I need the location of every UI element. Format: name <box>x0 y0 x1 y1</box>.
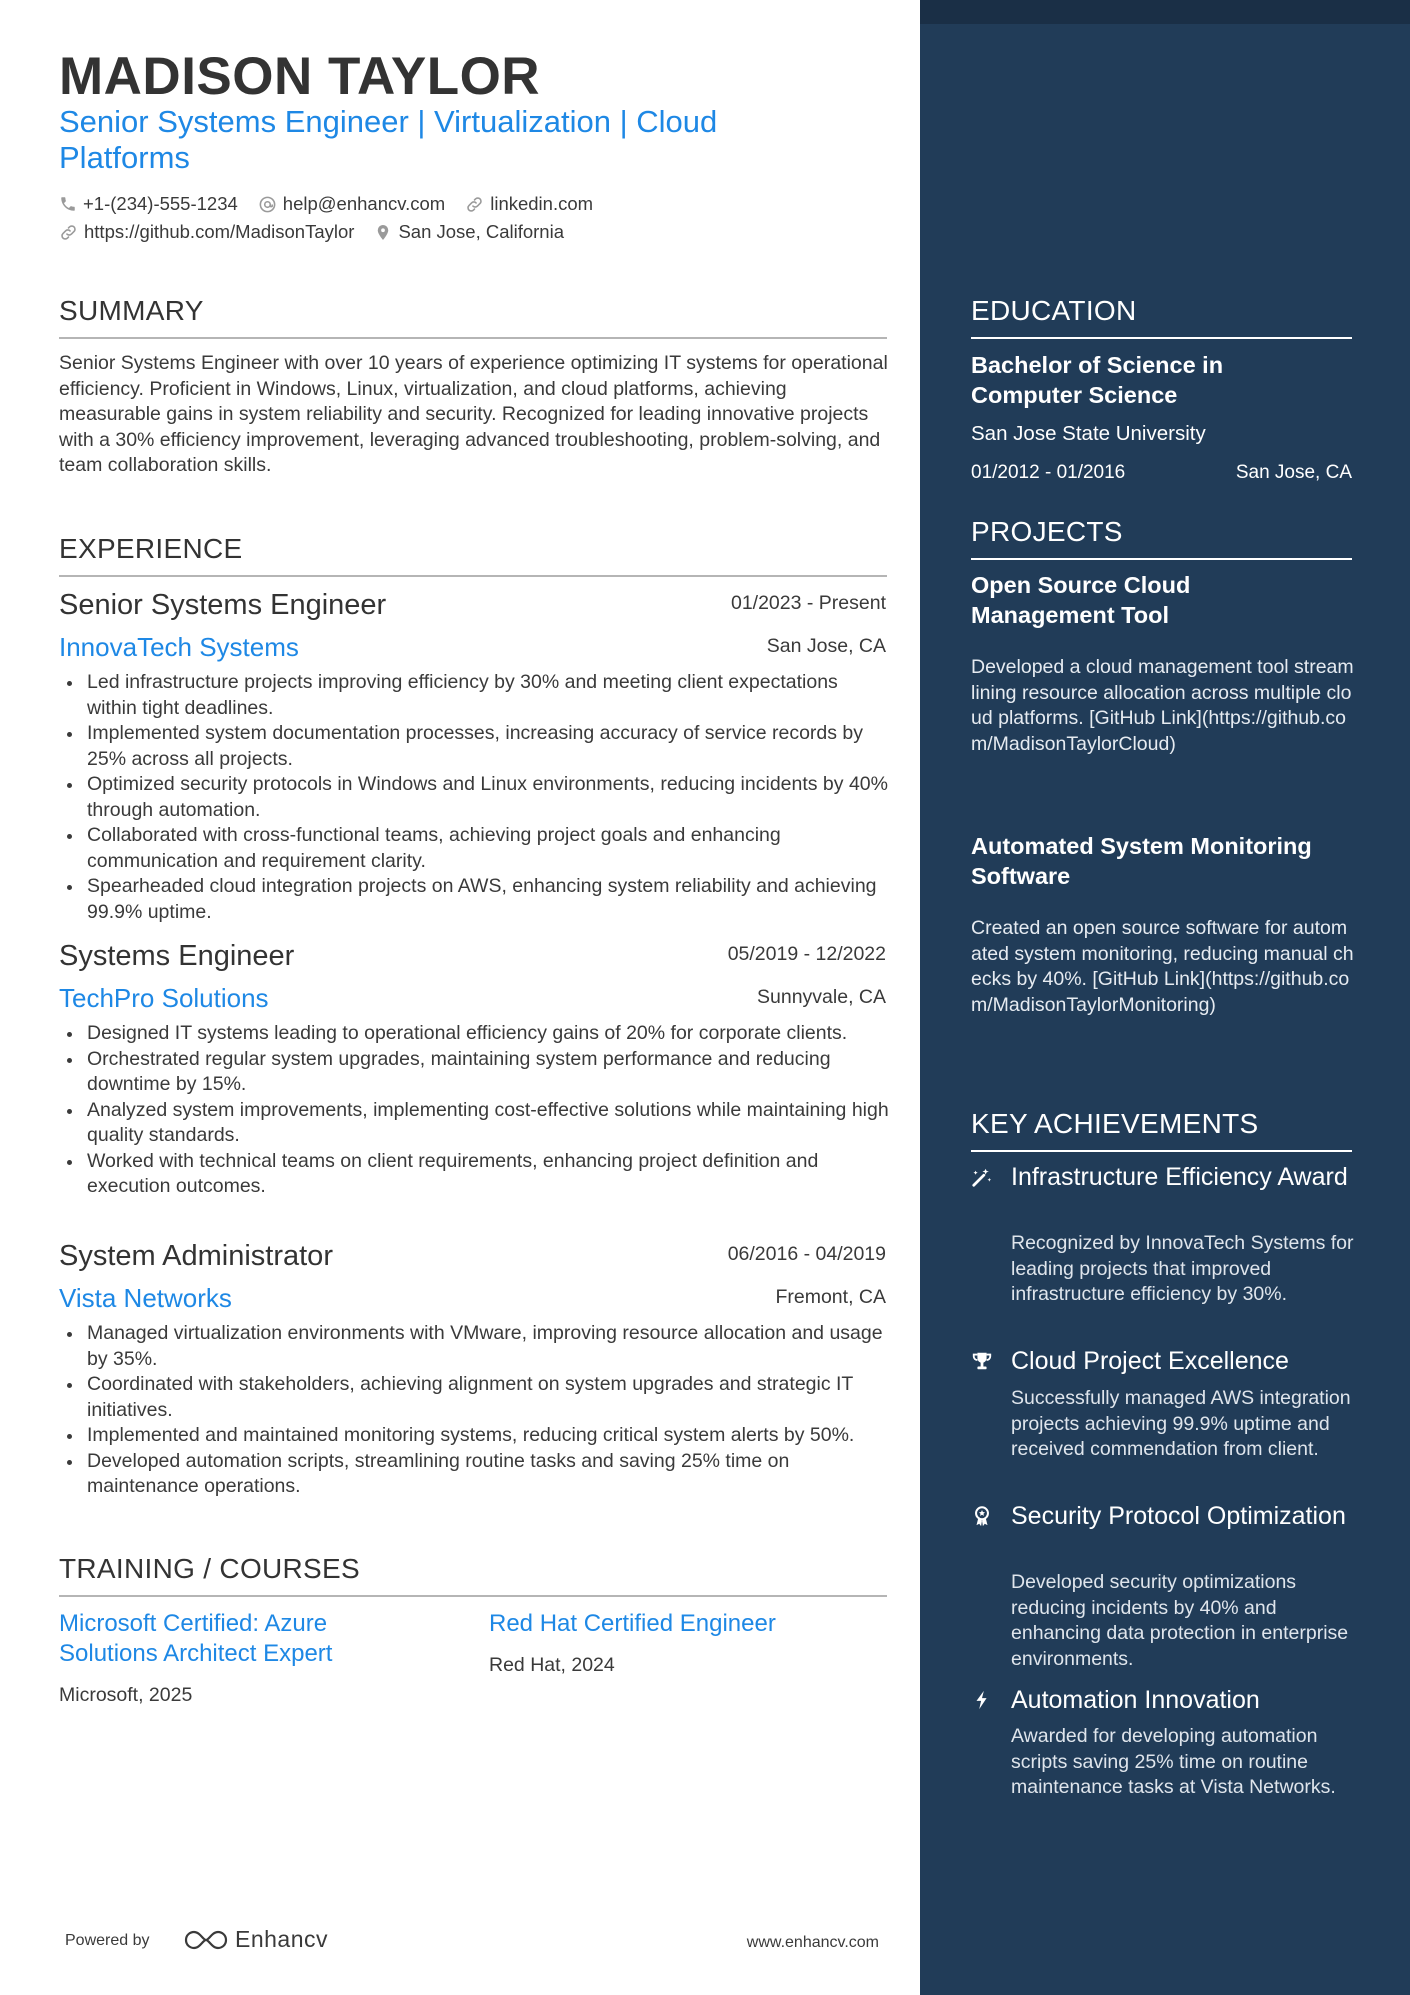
medal-icon <box>971 1505 993 1527</box>
contact-row-2 <box>59 221 584 243</box>
job-location: San Jose, CA <box>766 635 886 657</box>
school-name: San Jose State University <box>971 422 1206 445</box>
project-name: Open Source Cloud Management Tool <box>971 572 1191 628</box>
project-name: Automated System Monitoring Software <box>971 833 1312 889</box>
job-bullets <box>59 1321 891 1500</box>
github-text: https://github.com/MadisonTaylor <box>84 221 355 242</box>
job-location: Fremont, CA <box>775 1286 886 1308</box>
summary-text: Senior Systems Engineer with over 10 years of experience optimizing IT systems for operational efficiency. Proficient in Windows, Linux, virtualization, and cloud platforms, achieving measurable gains in system reliability and security. Recognized for leading innovative projects with a 30% efficiency improvement, leveraging advanced troubleshooting, problem-solving, and team collaboration skills. <box>59 352 888 476</box>
list-item: Collaborated with cross-functional teams, achieving project goals and enhancing communication and requirement clarity. <box>59 823 891 874</box>
list-item: Spearheaded cloud integration projects on AWS, enhancing system reliability and achieving 99.9% uptime. <box>59 874 891 925</box>
education-location: San Jose, CA <box>1235 462 1352 483</box>
phone-text: +1-(234)-555-1234 <box>83 193 238 214</box>
project-desc: Developed a cloud management tool streamlining resource allocation across multiple cloud platforms. [GitHub Link](https://github.com/MadisonTaylorCloud) <box>971 656 1354 755</box>
job-title: Senior Systems Engineer <box>59 589 387 621</box>
company-name[interactable]: InnovaTech Systems <box>59 632 299 662</box>
list-item: Implemented and maintained monitoring systems, reducing critical system alerts by 50%. <box>59 1423 891 1449</box>
contact-row-1 <box>59 193 613 215</box>
list-item: Managed virtualization environments with VMware, improving resource allocation and usage by 35%. <box>59 1321 891 1372</box>
job-dates: 05/2019 - 12/2022 <box>727 943 886 965</box>
enhancv-logo[interactable] <box>183 1926 328 1953</box>
education-heading: EDUCATION <box>971 295 1352 339</box>
location-text: San Jose, California <box>398 221 564 242</box>
footer-powered-by: Powered by <box>65 1932 150 1949</box>
list-item: Worked with technical teams on client requirements, enhancing project definition and execution outcomes. <box>59 1149 891 1200</box>
course-org: Microsoft, 2025 <box>59 1684 193 1706</box>
achievement-desc: Developed security optimizations reducing incidents by 40% and enhancing data protection in enterprise environments. <box>1011 1571 1349 1670</box>
wand-icon <box>971 1166 993 1188</box>
training-heading: TRAINING / COURSES <box>59 1553 887 1597</box>
contact-linkedin[interactable] <box>465 193 593 215</box>
achievement-title: Automation Innovation <box>1011 1686 1260 1714</box>
list-item: Implemented system documentation processes, increasing accuracy of service records by 25% across all projects. <box>59 721 891 772</box>
degree-name: Bachelor of Science in Computer Science <box>971 352 1224 408</box>
list-item: Optimized security protocols in Windows and Linux environments, reducing incidents by 40% through automation. <box>59 772 891 823</box>
at-icon <box>258 195 277 214</box>
link-icon <box>59 223 78 242</box>
achievement-desc: Recognized by InnovaTech Systems for leading projects that improved infrastructure efficiency by 30%. <box>1011 1232 1354 1305</box>
email-text: help@enhancv.com <box>282 193 446 214</box>
contact-location <box>374 221 564 243</box>
phone-icon <box>59 195 77 213</box>
project-desc: Created an open source software for automated system monitoring, reducing manual checks by 40%. [GitHub Link](https://github.com/MadisonTaylorMonitoring) <box>971 917 1354 1016</box>
list-item: Designed IT systems leading to operational efficiency gains of 20% for corporate clients. <box>59 1021 891 1047</box>
list-item: Led infrastructure projects improving efficiency by 30% and meeting client expectations within tight deadlines. <box>59 670 891 721</box>
course-name[interactable]: Microsoft Certified: Azure Solutions Architect Expert <box>59 1610 333 1667</box>
achievement-title: Security Protocol Optimization <box>1011 1502 1346 1530</box>
education-dates: 01/2012 - 01/2016 <box>971 462 1126 483</box>
achievement-title: Cloud Project Excellence <box>1011 1347 1289 1375</box>
projects-heading: PROJECTS <box>971 516 1352 560</box>
list-item: Orchestrated regular system upgrades, maintaining system performance and reducing downtime by 15%. <box>59 1047 891 1098</box>
enhancv-logo-text: Enhancv <box>235 1926 329 1952</box>
company-name[interactable]: Vista Networks <box>59 1283 232 1313</box>
location-pin-icon <box>374 223 392 242</box>
achievement-title: Infrastructure Efficiency Award <box>1011 1163 1348 1191</box>
job-title: System Administrator <box>59 1240 333 1272</box>
list-item: Coordinated with stakeholders, achieving alignment on system upgrades and strategic IT initiatives. <box>59 1372 891 1423</box>
course-name[interactable]: Red Hat Certified Engineer <box>489 1610 776 1637</box>
job-bullets <box>59 1021 891 1200</box>
bolt-icon <box>971 1689 993 1711</box>
job-bullets <box>59 670 891 925</box>
company-name[interactable]: TechPro Solutions <box>59 983 269 1013</box>
trophy-icon <box>971 1350 993 1372</box>
list-item: Analyzed system improvements, implementing cost-effective solutions while maintaining high quality standards. <box>59 1098 891 1149</box>
footer-url[interactable]: www.enhancv.com <box>746 1934 879 1951</box>
list-item: Developed automation scripts, streamlining routine tasks and saving 25% time on maintenance operations. <box>59 1449 891 1500</box>
achievements-heading: KEY ACHIEVEMENTS <box>971 1108 1352 1152</box>
contact-github[interactable] <box>59 221 354 243</box>
sidebar-top-bar <box>920 0 1410 24</box>
candidate-title: Senior Systems Engineer | Virtualization | Cloud Platforms <box>59 104 718 175</box>
candidate-name: MADISON TAYLOR <box>59 47 541 106</box>
achievement-desc: Awarded for developing automation scripts saving 25% time on routine maintenance tasks at Vista Networks. <box>1011 1725 1336 1798</box>
experience-heading: EXPERIENCE <box>59 533 887 577</box>
job-title: Systems Engineer <box>59 940 295 972</box>
job-location: Sunnyvale, CA <box>757 986 886 1008</box>
summary-heading: SUMMARY <box>59 295 887 339</box>
contact-phone[interactable] <box>59 193 238 215</box>
link-icon <box>465 195 484 214</box>
course-org: Red Hat, 2024 <box>489 1654 615 1676</box>
linkedin-text: linkedin.com <box>490 193 594 214</box>
job-dates: 06/2016 - 04/2019 <box>727 1243 886 1265</box>
enhancv-logo-icon <box>183 1928 229 1952</box>
contact-email[interactable] <box>258 193 445 215</box>
achievement-desc: Successfully managed AWS integration projects achieving 99.9% uptime and received commendation from client. <box>1011 1387 1351 1460</box>
job-dates: 01/2023 - Present <box>730 592 886 614</box>
